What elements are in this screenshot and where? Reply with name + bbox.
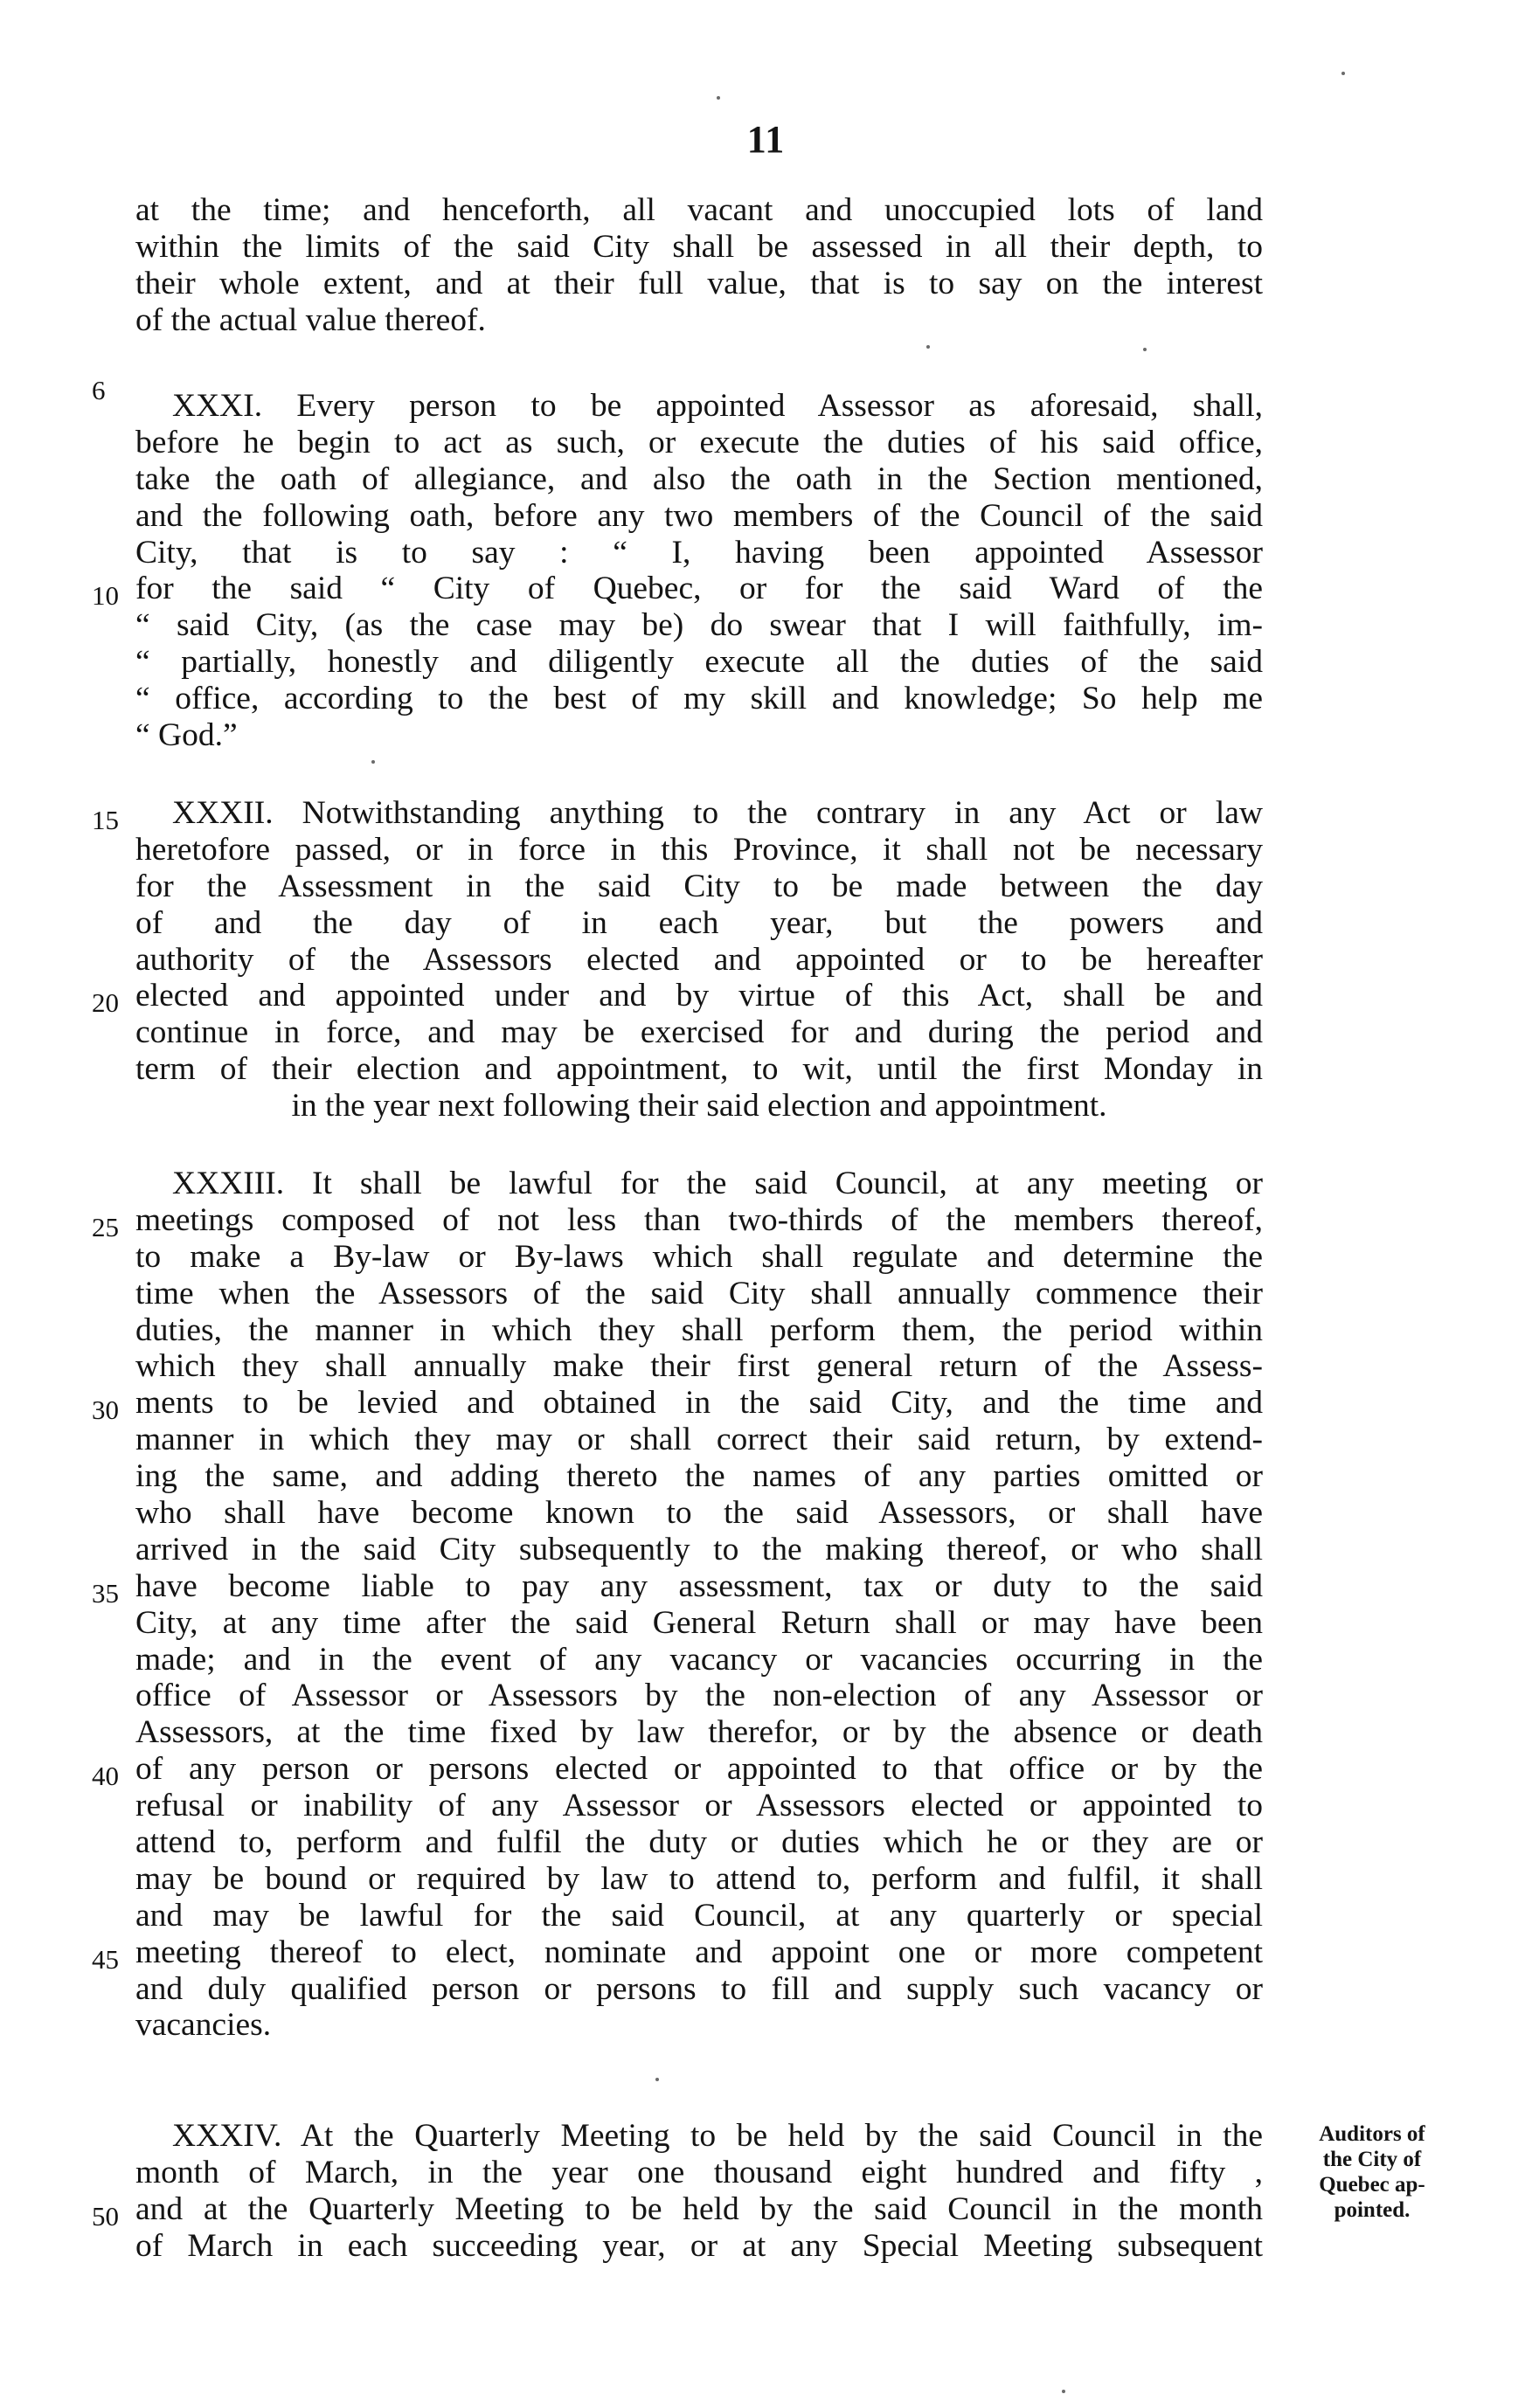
text-line [92, 1934, 1263, 1975]
text-line: arrived in the said City subsequently to the making thereof, or who shall [135, 1531, 1263, 1567]
line-number: 35 [92, 1577, 119, 1609]
margin-note-line: Quebec ap- [1319, 2173, 1425, 2197]
line-number: 45 [92, 1943, 119, 1975]
text-line: of the actual value thereof. [135, 301, 486, 338]
text-line: “ God.” [135, 717, 238, 754]
text-line: manner in which they may or shall correct their said return, by extend- [135, 1422, 1263, 1458]
page-number: 11 [746, 118, 786, 161]
text-line: may be bound or required by law to attend to, perform and fulfil, it shall [135, 1860, 1263, 1897]
section-xxxiv [92, 2118, 1263, 2265]
text-line: duties, the manner in which they shall perform them, the period within [135, 1311, 1263, 1348]
text-line: attend to, perform and fulfil the duty or duties which he or they are or [135, 1824, 1263, 1861]
text-line [92, 795, 1263, 835]
scan-speck [926, 345, 930, 349]
text-line: before he begin to act as such, or execute the duties of his said office, [135, 424, 1263, 460]
text-line: who shall have become known to the said Assessors, or shall have [135, 1495, 1263, 1532]
text-line: and duly qualified person or persons to fill and supply such vacancy or [135, 1970, 1263, 2007]
scan-speck [1341, 72, 1345, 75]
text-line: continue in force, and may be exercised for and during the period and [135, 1014, 1263, 1051]
text-line: City, that is to say : “ I, having been appointed Assessor [135, 534, 1263, 571]
text-line: XXXIII. It shall be lawful for the said Council, at any meeting or [172, 1166, 1263, 1201]
scan-speck [655, 2078, 659, 2081]
text-line: XXXIV. At the Quarterly Meeting to be held by the said Council in the [172, 2118, 1263, 2154]
text-line: their whole extent, and at their full value, that is to say on the interest [135, 265, 1263, 301]
section-xxxi [92, 375, 1263, 754]
text-line [92, 1567, 1263, 1609]
text-line: to make a By-law or By-laws which shall regulate and determine the [135, 1238, 1263, 1275]
text-line [92, 1385, 1263, 1426]
line-number: 50 [92, 2200, 119, 2232]
text-line: heretofore passed, or in force in this Province, it shall not be necessary [135, 831, 1263, 868]
text-line: and may be lawful for the said Council, at any quarterly or special [135, 1897, 1263, 1934]
text-line: take the oath of allegiance, and also the oath in the Section mentioned, [135, 460, 1263, 497]
line-text: and at the Quarterly Meeting to be held by the said Council in the month [135, 2190, 1263, 2227]
scan-speck [371, 760, 375, 764]
text-line: vacancies. [135, 2007, 272, 2044]
text-line: refusal or inability of any Assessor or Assessors elected or appointed to [135, 1788, 1263, 1824]
line-text: have become liable to pay any assessment, tax or duty to the said [135, 1567, 1263, 1604]
text-line: at the time; and henceforth, all vacant and unoccupied lots of land [135, 192, 1263, 228]
text-line: of March in each succeeding year, or at any Special Meeting subsequent [135, 2227, 1263, 2264]
line-text: for the said “ City of Quebec, or for the said Ward of the [135, 571, 1263, 607]
text-line: office of Assessor or Assessors by the non-election of any Assessor or [135, 1678, 1263, 1714]
margin-note-line: Auditors of [1319, 2122, 1425, 2146]
text-line [92, 571, 1263, 612]
line-number: 10 [92, 580, 119, 612]
line-number: 15 [92, 805, 119, 835]
text-line: authority of the Assessors elected and appointed or to be hereafter [135, 941, 1263, 978]
text-line [92, 375, 1263, 425]
text-line: for the Assessment in the said City to be made between the day [135, 868, 1263, 904]
text-line: “ office, according to the best of my skill and knowledge; So help me [135, 681, 1263, 717]
line-text: ments to be levied and obtained in the said City, and the time and [135, 1385, 1263, 1422]
section-xxxiii [92, 1166, 1263, 2044]
text-line: Assessors, at the time fixed by law therefor, or by the absence or death [135, 1714, 1263, 1751]
text-line: and the following oath, before any two members of the Council of the said [135, 497, 1263, 534]
text-line: time when the Assessors of the said City shall annually commence their [135, 1275, 1263, 1311]
text-line: month of March, in the year one thousand eight hundred and fifty , [135, 2154, 1263, 2190]
margin-note-line: the City of [1322, 2148, 1422, 2171]
text-line [92, 2190, 1263, 2232]
paragraph-continuation [135, 192, 1263, 339]
scan-speck [1062, 2390, 1065, 2393]
line-number: 25 [92, 1211, 119, 1242]
text-line: term of their election and appointment, to wit, until the first Monday in [135, 1051, 1263, 1088]
text-line: made; and in the event of any vacancy or vacancies occurring in the [135, 1641, 1263, 1678]
text-line: “ partially, honestly and diligently execute all the duties of the said [135, 644, 1263, 681]
line-number: 6 [92, 375, 106, 405]
text-line [92, 1201, 1263, 1242]
line-text: meeting thereof to elect, nominate and appoint one or more competent [135, 1934, 1263, 1970]
margin-note-line: pointed. [1334, 2198, 1411, 2222]
line-text: elected and appointed under and by virtue of this Act, shall be and [135, 978, 1263, 1014]
scan-speck [1143, 348, 1147, 351]
line-number: 40 [92, 1761, 119, 1792]
text-line: which they shall annually make their first general return of the Assess- [135, 1348, 1263, 1385]
text-line [92, 1751, 1263, 1792]
text-line: ing the same, and adding thereto the names of any parties omitted or [135, 1458, 1263, 1495]
text-line: City, at any time after the said General Return shall or may have been [135, 1604, 1263, 1641]
line-number: 30 [92, 1394, 119, 1426]
line-text: XXXI. Every person to be appointed Assessor as aforesaid, shall, [172, 388, 1263, 424]
text-line: within the limits of the said City shall be assessed in all their depth, to [135, 228, 1263, 265]
margin-note [1280, 2121, 1464, 2223]
text-line: “ said City, (as the case may be) do swear that I will faithfully, im- [135, 607, 1263, 644]
text-line: of and the day of in each year, but the powers and [135, 904, 1263, 941]
line-text: XXXII. Notwithstanding anything to the contrary in any Act or law [172, 795, 1263, 831]
text-line [92, 978, 1263, 1019]
section-xxxii [92, 795, 1263, 1124]
text-line: in the year next following their said election and appointment. [291, 1088, 1107, 1124]
scan-speck [717, 96, 720, 100]
line-text: of any person or persons elected or appointed to that office or by the [135, 1751, 1263, 1788]
line-text: meetings composed of not less than two-thirds of the members thereof, [135, 1201, 1263, 1238]
line-number: 20 [92, 987, 119, 1019]
